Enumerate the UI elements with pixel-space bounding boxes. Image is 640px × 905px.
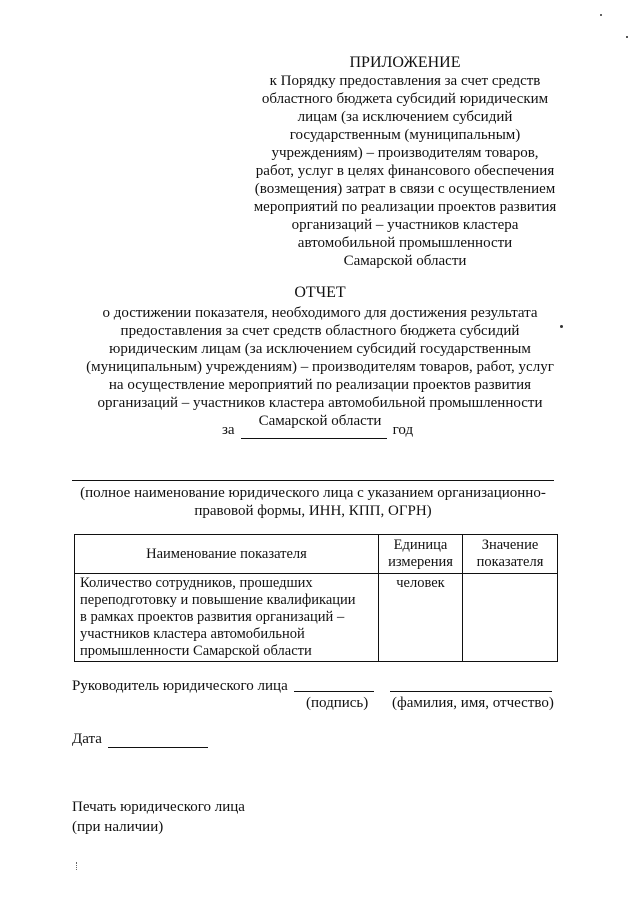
appendix-line: мероприятий по реализации проектов развития: [253, 199, 557, 215]
period-suffix: год: [392, 422, 414, 438]
organization-caption-line: (полное наименование юридического лица с указанием организационно-: [80, 485, 546, 501]
appendix-line: Самарской области: [343, 253, 467, 269]
indicator-name-line: переподготовку и повышение квалификации: [80, 592, 356, 608]
seal-note: (при наличии): [72, 819, 164, 835]
header-value: [463, 535, 558, 574]
signature-label: Руководитель юридического лица: [72, 678, 288, 694]
header-value-line: Значение: [481, 537, 539, 553]
date-field[interactable]: [108, 733, 208, 748]
header-indicator-name: Наименование показателя: [75, 535, 379, 574]
organization-caption-line: правовой формы, ИНН, КПП, ОГРН): [194, 503, 432, 519]
indicator-table: [74, 534, 558, 662]
header-unit-line: измерения: [388, 554, 453, 570]
indicator-name-line: в рамках проектов развития организаций –: [80, 609, 345, 625]
seal-label: Печать юридического лица: [72, 799, 245, 815]
reporting-period: [222, 421, 442, 439]
indicator-name-cell: [75, 574, 379, 662]
appendix-line: организаций – участников кластера: [291, 217, 519, 233]
report-block: [78, 284, 562, 430]
report-line: Самарской области: [258, 413, 382, 429]
table-header-row: [75, 535, 558, 574]
report-line: (муниципальным) учреждениям) – производителям товаров, работ, услуг: [86, 359, 554, 375]
signature-caption: (подпись): [306, 695, 369, 711]
table-row: [75, 574, 558, 662]
header-value-line: показателя: [476, 554, 544, 570]
appendix-line: государственным (муниципальным): [289, 127, 521, 143]
value-cell[interactable]: [463, 574, 558, 662]
appendix-line: (возмещения) затрат в связи с осуществлением: [254, 181, 556, 197]
appendix-line: лицам (за исключением субсидий: [297, 109, 513, 125]
period-year-field[interactable]: [241, 424, 387, 439]
appendix-line: областного бюджета субсидий юридическим: [261, 91, 549, 107]
report-line: предоставления за счет средств областного бюджета субсидий: [120, 323, 520, 339]
appendix-block: [252, 54, 558, 270]
scan-speck: [600, 14, 602, 16]
indicator-name-line: промышленности Самарской области: [80, 643, 312, 659]
header-unit: [379, 535, 463, 574]
report-line: на осуществление мероприятий по реализации проектов развития: [108, 377, 532, 393]
appendix-line: работ, услуг в целях финансового обеспечения: [255, 163, 555, 179]
date-row: [72, 730, 208, 748]
unit-cell: человек: [379, 574, 463, 662]
organization-name-field[interactable]: [72, 480, 554, 481]
appendix-title: ПРИЛОЖЕНИЕ: [349, 54, 461, 71]
header-unit-line: Единица: [393, 537, 448, 553]
organization-caption: [72, 484, 554, 520]
scan-speck: [560, 325, 563, 328]
period-prefix: за: [222, 422, 235, 438]
full-name-field[interactable]: [390, 691, 552, 692]
appendix-line: учреждениям) – производителям товаров,: [271, 145, 539, 161]
report-line: юридическим лицам (за исключением субсидий государственным: [109, 341, 531, 357]
indicator-name-line: участников кластера автомобильной: [80, 626, 305, 642]
seal-block: [72, 797, 245, 837]
report-title: ОТЧЕТ: [294, 284, 346, 301]
indicator-name-line: Количество сотрудников, прошедших: [80, 575, 313, 591]
appendix-line: к Порядку предоставления за счет средств: [269, 73, 541, 89]
scan-speck: [76, 862, 79, 870]
report-line: о достижении показателя, необходимого для достижения результата: [102, 305, 538, 321]
appendix-line: автомобильной промышленности: [297, 235, 513, 251]
signature-row: [72, 677, 562, 695]
full-name-caption: (фамилия, имя, отчество): [392, 695, 554, 711]
scan-speck: [626, 36, 628, 38]
signature-field[interactable]: [294, 691, 374, 692]
date-label: Дата: [72, 731, 102, 747]
report-line: организаций – участников кластера автомобильной промышленности: [97, 395, 543, 411]
